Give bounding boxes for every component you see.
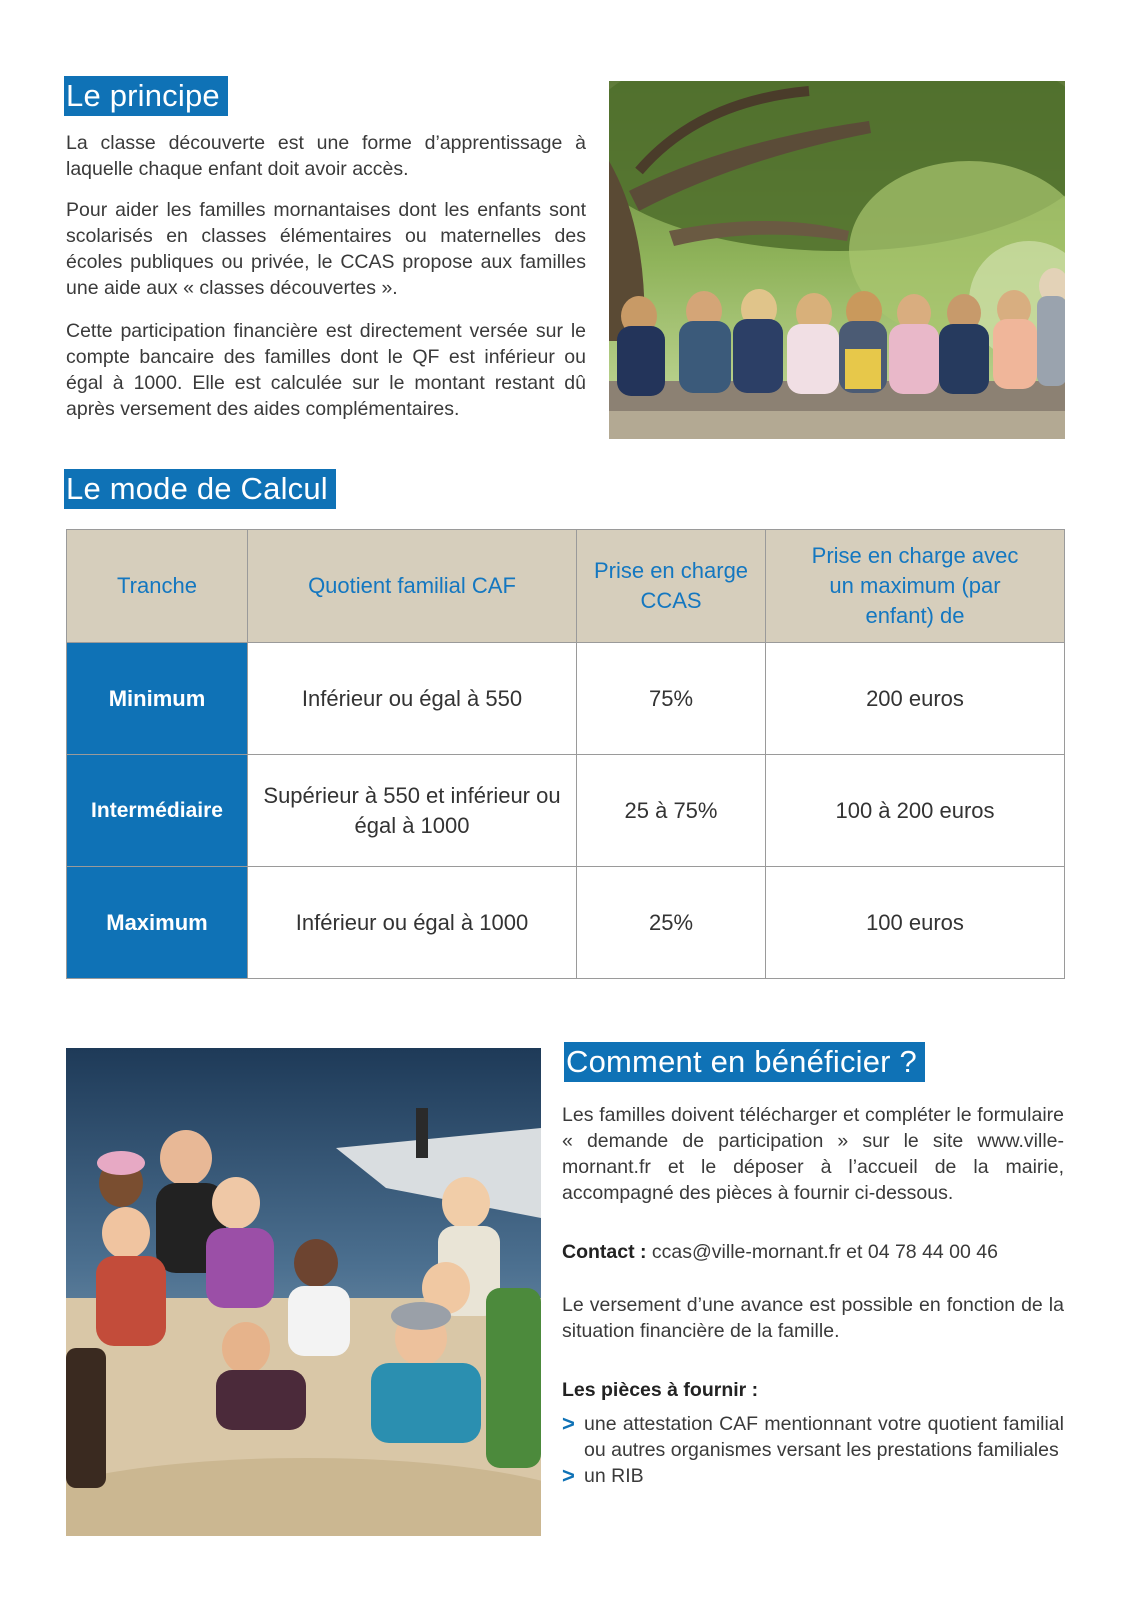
quotient-cell: Inférieur ou égal à 550 — [248, 643, 577, 755]
prise-cell: 75% — [577, 643, 766, 755]
contact-value: ccas@ville-mornant.fr et 04 78 44 00 46 — [646, 1241, 998, 1263]
header-tranche: Tranche — [67, 530, 248, 643]
chevron-right-icon: > — [562, 1411, 575, 1436]
header-maximum: Prise en charge avec un maximum (par enfant) de — [766, 530, 1065, 643]
section-title-calcul: Le mode de Calcul — [64, 469, 336, 509]
children-beach-photo — [66, 1048, 541, 1536]
principe-paragraph-2: Pour aider les familles mornantaises dont les enfants sont scolarisés en classes élémentaires ou maternelles des écoles publiques ou privée, le CCAS propose aux familles une aide aux « classes découvertes ». — [66, 199, 586, 299]
tranche-cell: Minimum — [67, 643, 248, 755]
table-header-row — [67, 530, 1065, 643]
max-cell: 100 à 200 euros — [766, 755, 1065, 867]
table-row — [67, 755, 1065, 867]
calcul-table — [66, 529, 1065, 979]
table-row — [67, 867, 1065, 979]
children-under-tree-photo — [609, 81, 1065, 439]
max-cell: 100 euros — [766, 867, 1065, 979]
tranche-cell: Maximum — [67, 867, 248, 979]
section-title-beneficier: Comment en bénéficier ? — [564, 1042, 925, 1082]
contact-label: Contact : — [562, 1241, 647, 1263]
table-row — [67, 643, 1065, 755]
principe-paragraph-3: Cette participation financière est directement versée sur le compte bancaire des familles dont le QF est inférieur ou égal à 1000. Elle est calculée sur le montant restant dû après versement des aides complémentaires. — [66, 320, 586, 420]
tranche-cell: Intermédiaire — [67, 755, 248, 867]
section-title-principe: Le principe — [64, 76, 228, 116]
prise-cell: 25% — [577, 867, 766, 979]
header-prise-en-charge: Prise en charge CCAS — [577, 530, 766, 643]
max-cell: 200 euros — [766, 643, 1065, 755]
prise-cell: 25 à 75% — [577, 755, 766, 867]
quotient-cell: Supérieur à 550 et inférieur ou égal à 1000 — [248, 755, 577, 867]
list-item-text: une attestation CAF mentionnant votre quotient familial ou autres organismes versant les prestations familiales — [584, 1413, 1064, 1461]
header-quotient: Quotient familial CAF — [248, 530, 577, 643]
pieces-list — [562, 1411, 1064, 1489]
pieces-title: Les pièces à fournir : — [562, 1379, 759, 1401]
quotient-cell: Inférieur ou égal à 1000 — [248, 867, 577, 979]
principe-paragraph-1: La classe découverte est une forme d’apprentissage à laquelle chaque enfant doit avoir accès. — [66, 132, 586, 180]
beneficier-paragraph-1: Les familles doivent télécharger et compléter le formulaire « demande de participation » sur le site www.ville-mornant.fr et le déposer à l’accueil de la mairie, accompagné des pièces à fournir ci-dessous. — [562, 1104, 1064, 1204]
beneficier-paragraph-2: Le versement d’une avance est possible en fonction de la situation financière de la famille. — [562, 1294, 1064, 1342]
contact-line — [562, 1239, 1064, 1265]
list-item — [562, 1411, 1064, 1463]
list-item-text: un RIB — [584, 1465, 644, 1487]
list-item — [562, 1463, 1064, 1489]
chevron-right-icon: > — [562, 1463, 575, 1488]
